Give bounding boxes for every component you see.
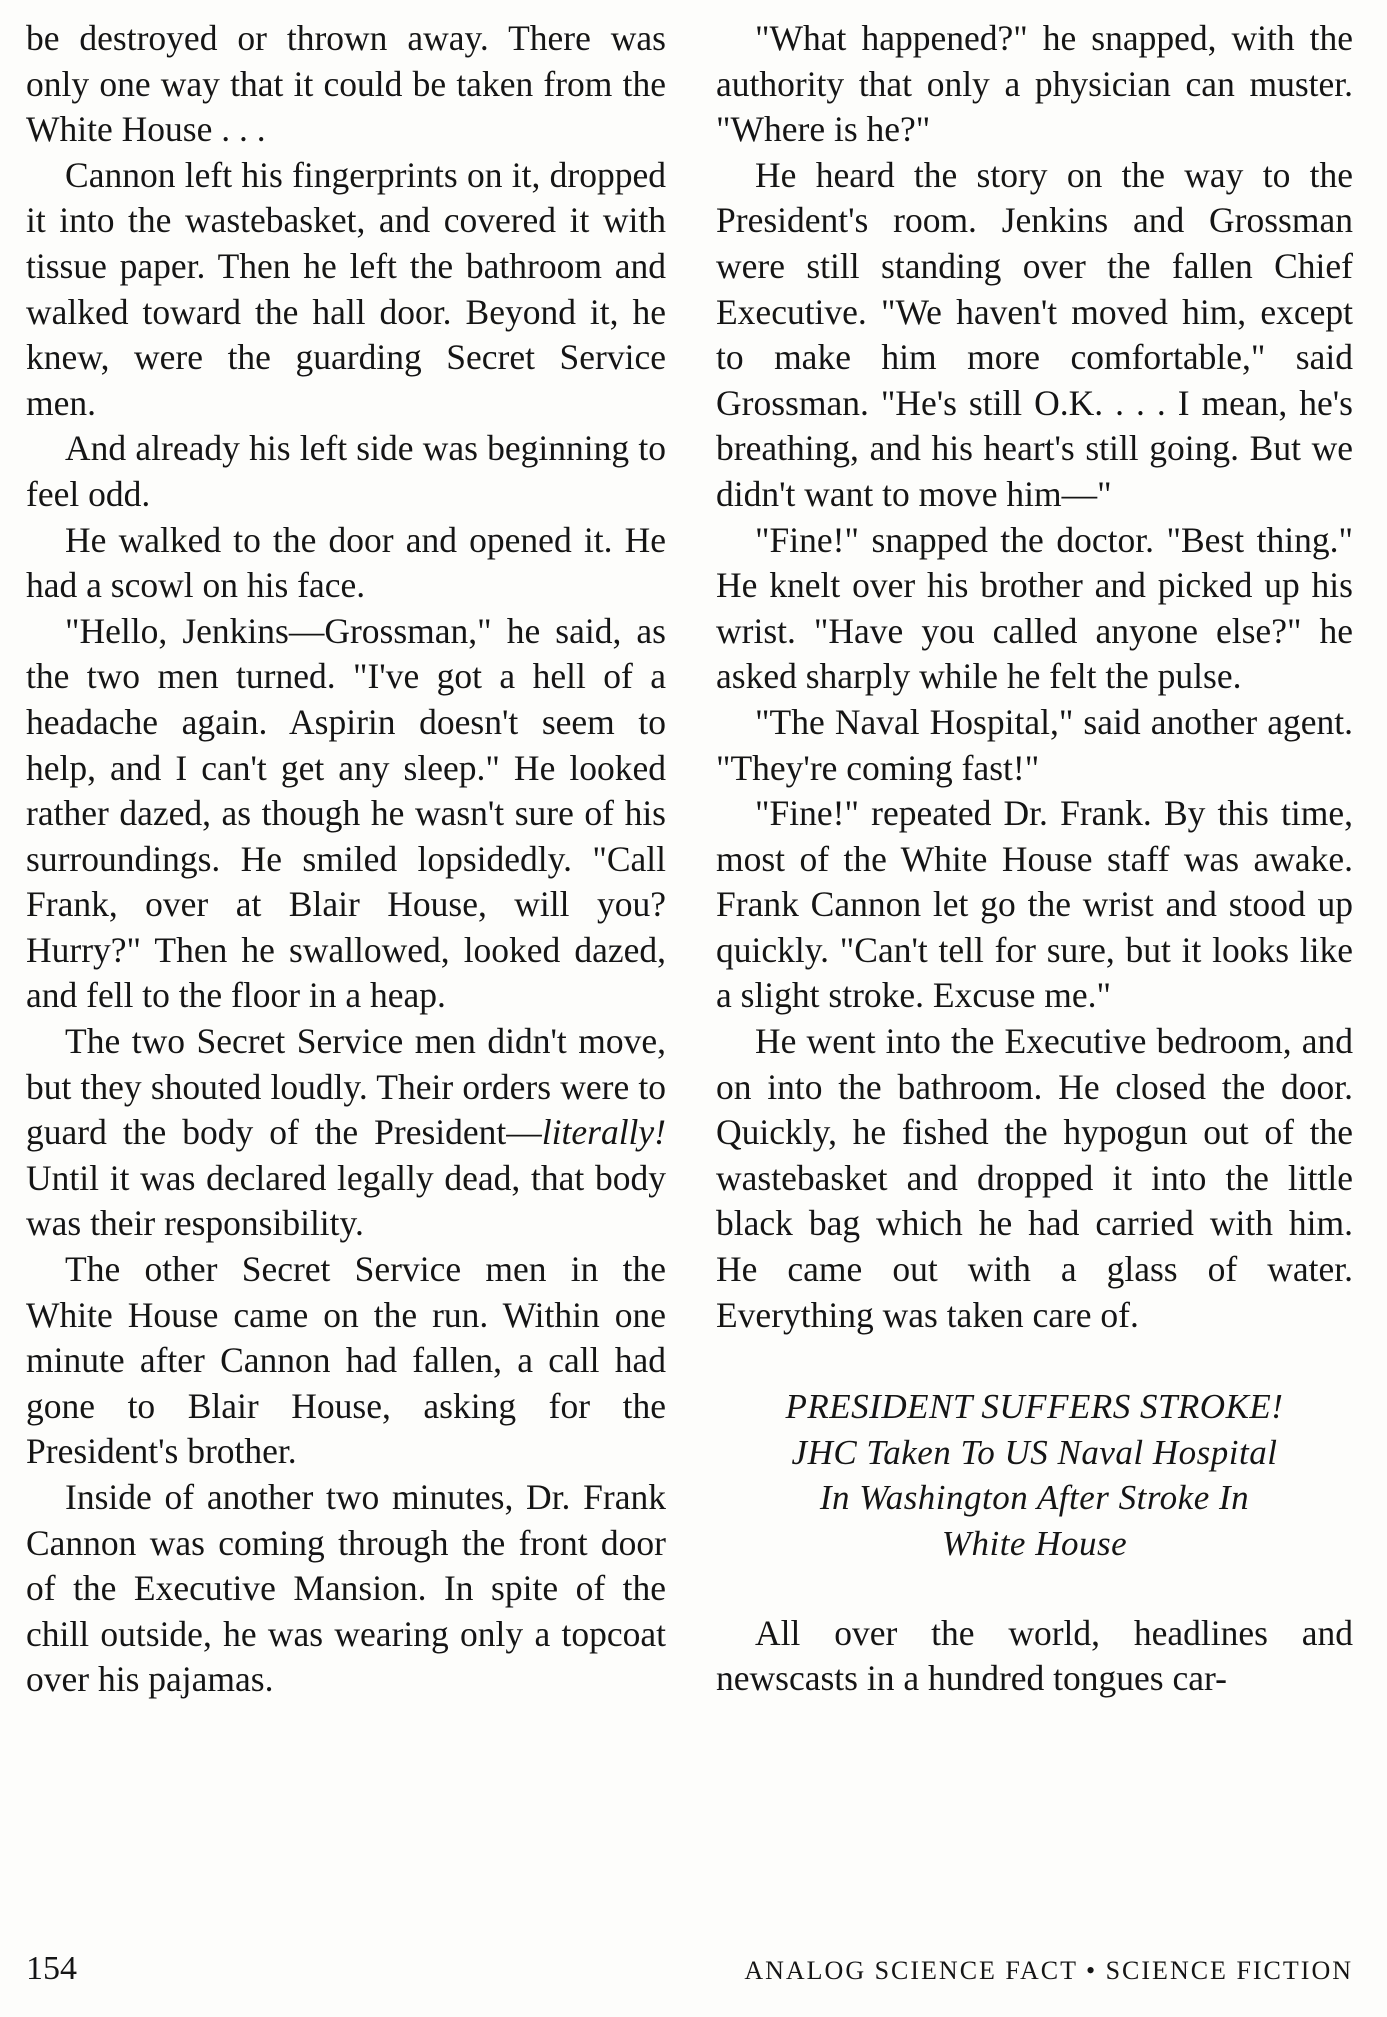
paragraph: "Fine!" repeated Dr. Frank. By this time, most of the White House staff was awake. Frank Cannon let go the wrist and stood up quickly. "Can't tell for sure, but it looks like a slight stroke. Excuse me.": [716, 793, 1353, 1016]
paragraph: "Hello, Jenkins—Grossman," he said, as the two men turned. "I've got a hell of a headache again. Aspirin doesn't seem to help, and I can't get any sleep." He looked rather dazed, as though he wasn't sure of his surroundings. He smiled lopsidedly. "Call Frank, over at Blair House, will you? Hurry?" Then he swallowed, looked dazed, and fell to the floor in a heap.: [26, 610, 666, 1016]
left-column: [26, 16, 666, 1703]
paragraph: be destroyed or thrown away. There was only one way that it could be taken from the White House . . .: [26, 18, 666, 150]
running-title: ANALOG SCIENCE FACT • SCIENCE FICTION: [744, 1956, 1353, 1985]
paragraph: The other Secret Service men in the White House came on the run. Within one minute after Cannon had fallen, a call had gone to Blair House, asking for the President's brother.: [26, 1249, 666, 1472]
paragraph-text: The two Secret Service men didn't move, but they shouted loudly. Their orders were to guard the body of the President—: [26, 1021, 666, 1153]
page-footer: [26, 1950, 1353, 2000]
headline-line: In Washington After Stroke In: [819, 1478, 1250, 1518]
page-number: 154: [26, 1950, 77, 1987]
headline-line: JHC Taken To US Naval Hospital: [791, 1432, 1278, 1472]
paragraph: "What happened?" he snapped, with the authority that only a physician can muster. "Where is he?": [716, 18, 1353, 150]
paragraph: "The Naval Hospital," said another agent. "They're coming fast!": [716, 701, 1353, 788]
paragraph-text: Until it was declared legally dead, that body was their responsibility.: [26, 1157, 666, 1244]
paragraph: Cannon left his fingerprints on it, dropped it into the wastebasket, and covered it with tissue paper. Then he left the bathroom and walked toward the hall door. Beyond it, he knew, were the guarding Secret Service men.: [26, 154, 666, 423]
right-column: [716, 16, 1353, 1702]
paragraph: "Fine!" snapped the doctor. "Best thing." He knelt over his brother and picked up his wrist. "Have you called anyone else?" he asked sharply while he felt the pulse.: [716, 519, 1353, 697]
paragraph: All over the world, headlines and newscasts in a hundred tongues car-: [716, 1612, 1353, 1699]
paragraph: He walked to the door and opened it. He had a scowl on his face.: [26, 519, 666, 606]
headline-line: PRESIDENT SUFFERS STROKE!: [785, 1387, 1284, 1427]
news-headline: [716, 1384, 1353, 1566]
headline-line: White House: [941, 1524, 1128, 1563]
paragraph: And already his left side was beginning to feel odd.: [26, 428, 666, 514]
paragraph: [26, 1019, 666, 1247]
paragraph: Inside of another two minutes, Dr. Frank Cannon was coming through the front door of the Executive Mansion. In spite of the chill outside, he was wearing only a topcoat over his pajamas.: [26, 1477, 666, 1700]
paragraph: He went into the Executive bedroom, and on into the bathroom. He closed the door. Quickly, he fished the hypogun out of the wastebasket and dropped it into the little black bag which he had carried with him. He came out with a glass of water. Everything was taken care of.: [716, 1021, 1353, 1335]
paragraph: He heard the story on the way to the President's room. Jenkins and Grossman were still standing over the fallen Chief Executive. "We haven't moved him, except to make him more comfortable," said Grossman. "He's still O.K. . . . I mean, he's breathing, and his heart's still going. But we didn't want to move him—": [716, 154, 1353, 514]
emphasis-text: literally!: [541, 1112, 666, 1153]
